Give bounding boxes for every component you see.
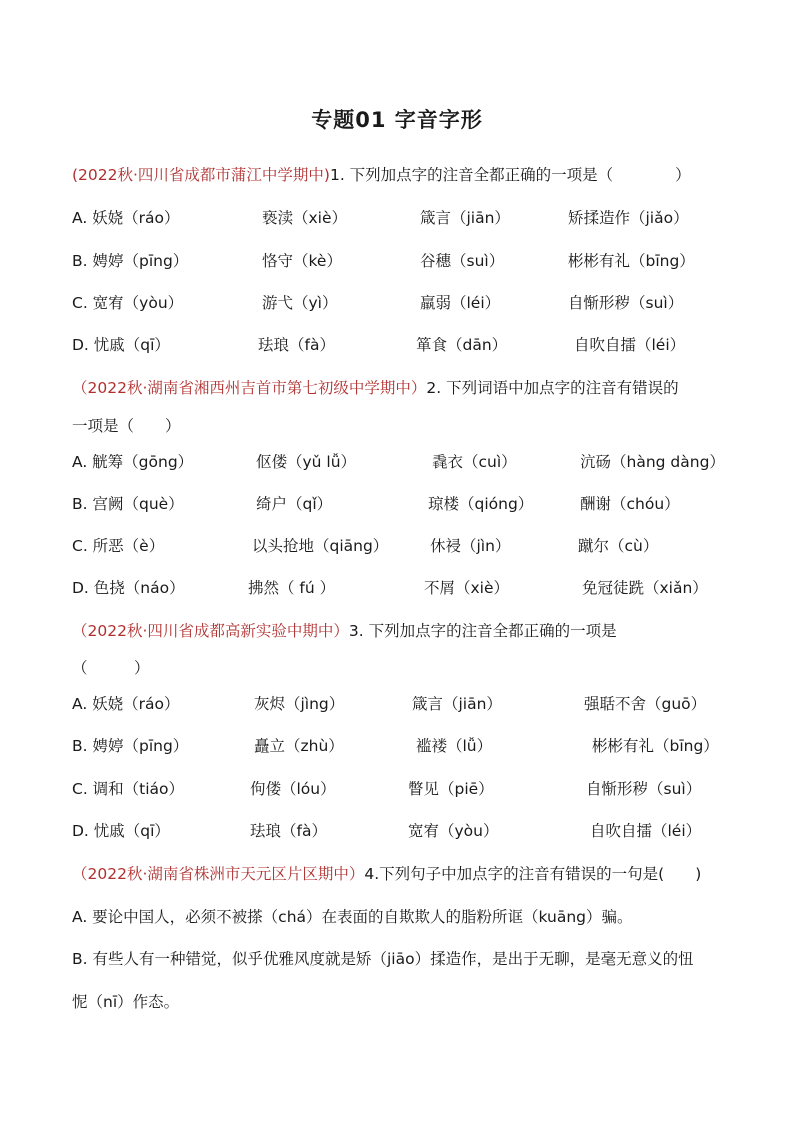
option-a-2: 亵渎（xiè）: [262, 209, 348, 227]
option-c-1: C. 宽宥（yòu）: [72, 294, 184, 312]
option-d-4: 自吹自擂（léi）: [574, 336, 686, 354]
option-a-2: 灰烬（jìng）: [254, 695, 345, 713]
option-c-4: 自惭形秽（suì）: [586, 780, 702, 798]
option-a-4: 强聒不舍（guō）: [584, 695, 707, 713]
question-4-option-b: B. 有些人有一种错觉，似乎优雅风度就是矫（jiāo）揉造作，是出于无聊，是毫无意义的忸: [72, 950, 694, 968]
option-b-1: B. 娉婷（pīng）: [72, 737, 189, 755]
option-d-1: D. 忧戚（qī）: [72, 822, 170, 840]
option-a-4: 矫揉造作（jiǎo）: [568, 209, 689, 227]
option-c-4: 蹴尔（cù）: [578, 537, 659, 555]
option-c-3: 休祲（jìn）: [430, 537, 511, 555]
question-3-stem-cont: （ ）: [72, 659, 150, 677]
question-3-stem: [72, 619, 617, 641]
option-b-2: 矗立（zhù）: [254, 737, 344, 755]
option-d-3: 箪食（dān）: [416, 336, 508, 354]
question-1-text: 1. 下列加点字的注音全都正确的一项是（ ）: [329, 166, 691, 184]
option-a-3: 箴言（jiān）: [420, 209, 510, 227]
option-a-1: A. 觥筹（gōng）: [72, 453, 194, 471]
option-a-3: 毳衣（cuì）: [432, 453, 517, 471]
option-b-3: 褴褛（lǚ）: [416, 737, 493, 755]
question-4-option-b-cont: 怩（nī）作态。: [72, 993, 180, 1011]
question-3-text: 3. 下列加点字的注音全都正确的一项是: [348, 622, 617, 640]
option-c-3: 羸弱（léi）: [420, 294, 501, 312]
option-d-2: 珐琅（fà）: [250, 822, 327, 840]
question-4-text: 4.下列句子中加点字的注音有错误的一句是( ): [364, 865, 702, 883]
question-3-source: （2022秋·四川省成都高新实验中期中）: [72, 622, 349, 640]
question-2-text: 2. 下列词语中加点字的注音有错误的: [426, 379, 679, 397]
option-d-1: D. 忧戚（qī）: [72, 336, 170, 354]
question-1-source: (2022秋·四川省成都市蒲江中学期中): [72, 166, 330, 184]
question-4-option-a: A. 要论中国人，必须不被搽（chá）在表面的自欺欺人的脂粉所诓（kuāng）骗。: [72, 908, 633, 926]
option-d-3: 宽宥（yòu）: [408, 822, 499, 840]
option-c-2: 以头抢地（qiāng）: [252, 537, 389, 555]
option-b-1: B. 宫阙（què）: [72, 495, 184, 513]
option-c-4: 自惭形秽（suì）: [568, 294, 684, 312]
page-title: 专题01 字音字形: [311, 108, 483, 132]
question-4-stem: [72, 862, 701, 884]
option-b-1: B. 娉婷（pīng）: [72, 252, 189, 270]
option-b-3: 谷穗（suì）: [420, 252, 505, 270]
question-4-source: （2022秋·湖南省株洲市天元区片区期中）: [72, 865, 365, 883]
option-c-3: 瞥见（piē）: [408, 780, 494, 798]
option-d-2: 拂然（ fú ）: [248, 579, 336, 597]
option-d-4: 自吹自擂（léi）: [590, 822, 702, 840]
option-b-4: 彬彬有礼（bīng）: [592, 737, 719, 755]
option-a-1: A. 妖娆（ráo）: [72, 695, 180, 713]
option-b-4: 彬彬有礼（bīng）: [568, 252, 695, 270]
option-a-4: 沆砀（hàng dàng）: [580, 453, 725, 471]
option-a-2: 伛偻（yǔ lǚ）: [256, 453, 357, 471]
option-b-3: 琼楼（qióng）: [428, 495, 534, 513]
option-a-1: A. 妖娆（ráo）: [72, 209, 180, 227]
option-c-1: C. 所恶（è）: [72, 537, 165, 555]
option-d-1: D. 色挠（náo）: [72, 579, 185, 597]
option-a-3: 箴言（jiān）: [412, 695, 502, 713]
question-2-source: （2022秋·湖南省湘西州吉首市第七初级中学期中）: [72, 379, 427, 397]
question-2-stem-cont: 一项是（ ）: [72, 417, 181, 435]
option-d-4: 免冠徒跣（xiǎn）: [582, 579, 708, 597]
option-d-2: 珐琅（fà）: [258, 336, 335, 354]
option-c-2: 游弋（yì）: [262, 294, 338, 312]
option-c-2: 佝偻（lóu）: [250, 780, 336, 798]
option-b-2: 绮户（qǐ）: [256, 495, 333, 513]
question-2-stem: [72, 376, 679, 398]
option-c-1: C. 调和（tiáo）: [72, 780, 185, 798]
option-b-4: 酬谢（chóu）: [580, 495, 680, 513]
question-1-stem: [72, 163, 691, 185]
option-b-2: 恪守（kè）: [262, 252, 342, 270]
option-d-3: 不屑（xiè）: [424, 579, 510, 597]
